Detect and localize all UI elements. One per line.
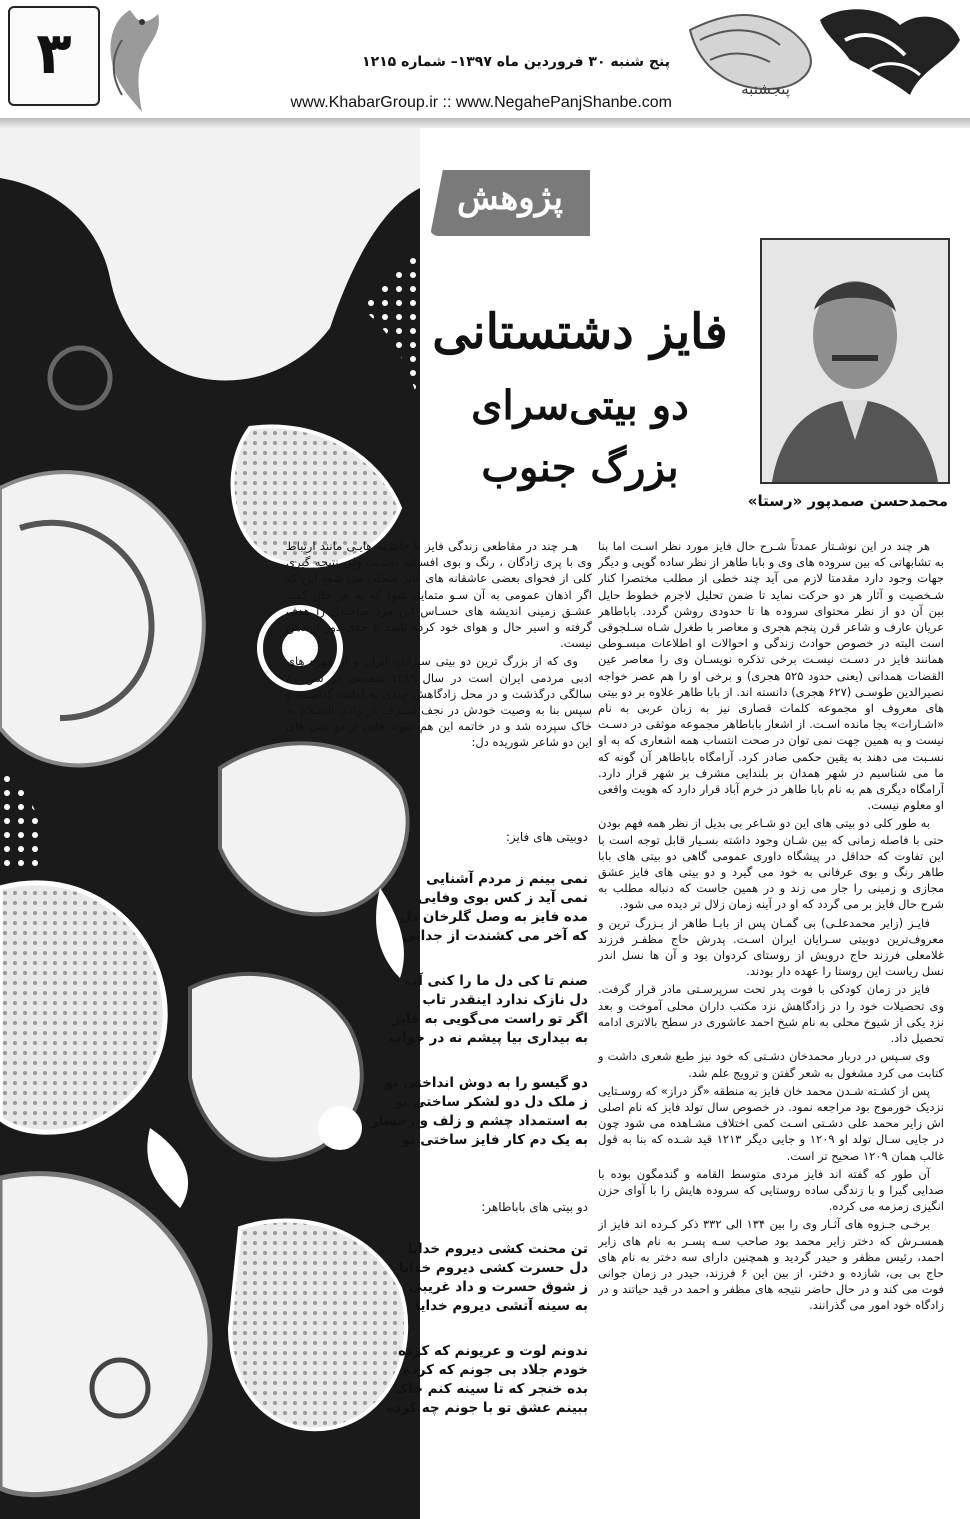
poem-line: دو گیسو را به دوش انداختی تو [384, 1075, 588, 1091]
poem-stanza [286, 870, 588, 946]
section-title: پژوهش [457, 178, 563, 218]
newspaper-logo [670, 0, 970, 118]
poem-line: ندونم لوت و عریونم که کرده [398, 1343, 588, 1359]
poem-line: دل نازک ندارد اینقدر تاب [422, 992, 588, 1008]
poem-line: ز ملک دل دو لشکر ساختی تو [394, 1094, 588, 1110]
poem-stanza [286, 1342, 588, 1418]
subheadline-1: دو بیتی‌سرای [471, 382, 689, 429]
poem-line: که آخر می کشندت از جدایی [401, 928, 588, 944]
paragraph: هر چند در این نوشـتار عمدتاً شـرح حال فایز مورد نظر اسـت اما بنا به تشابهاتی که بین سروده های وی و بابا طاهر از نظر ساده گویی و دیگر جهات وجود دارد مقدمتا لازم می آید چند خطی از مطلب مختصرا کنار شـخصیت و آثار هر دو حرکت نماید تا ضمن تحلیل لاجرم خطوط حایل بین آن دو از نظر محتوای سروده ها تا حدودی روشن گردد. باباطاهر عریان عارف و شاعر قرن پنجم هجری و معاصر با طغرل شـاه سـلجوقی است البته در خصوص حوادث زندگی و احوالات او اطلاعات مبسـوطی همانند فایز در دسـت نیسـت برخی تذکره نویسـان وی را معاصر عین القضات همدانی (یعنی حدود ۵۲۵ هجری) و برخی او را هم عصر خواجه نصیرالدین طوسـی (۶۲۷ هجری) دانسته اند. از بابا طاهر علاوه بر دو بیتی های معروف او مجموعه کلمات قصاری نیز به زبان عربی به نام «اشـارات» بجا مانده اسـت. از اشعار باباطاهر مجموعه موثقی در دسـت نیست و به همین جهت نمی توان در صحت انتساب همه اشعاری که به او نسـبت می دهند به یقین حکمی صادر کرد. آرامگاه باباطاهر آن گونه که ما می شناسیم در شهر همدان بر بلندایی مشرف بر شهر قرار دارد. آرامگاه دیگری هم به نام بابا طاهر در خرم آباد قرار دارد که هویت واقعی او معلوم نیست. [598, 539, 944, 813]
paragraph: فایز در زمان کودکی با فوت پدر تحت سرپرسـتی مادر قرار گرفت. وی تحصیلات خود را در زادگاهش نزد مکتب داران محلی آموخت و بعد نزد یکی از شیوخ محلی به نام شیخ احمد عاشوری در سطح بالاتری ادامه تحصیل داد. [598, 982, 944, 1046]
author-photo [760, 238, 950, 484]
issue-date: پنج شنبه ۳۰ فروردین ماه ۱۳۹۷– شماره ۱۲۱۵ [362, 54, 670, 70]
logo-subtitle: پنجشنبه [741, 80, 790, 98]
paragraph: فایـز (زایر محمدعلـی) بی گمـان پس از بابـا طاهر از بـزرگ ترین و معروف‌ترین دوبیتی سـرایان ایران اسـت. پدرش حاج مظفـر فرزند غلامعلی فرزند حاج درویش از روستای کردوان بود و آن ها نسل اندر نسل ریاست این روستا را عهده دار بودند. [598, 915, 944, 979]
poem-stanza [286, 1240, 588, 1316]
faez-poems-heading: دوبیتی های فایز: [505, 830, 588, 844]
poem-stanza [286, 1074, 588, 1150]
paragraph: به طور کلی دو بیتی های این دو شـاعر بی بدیل از نظر همه فهم بودن حتی با فاصله زمانی که بین شـان وجود داشته بسـیار قابل توجه است با این تفاوت که حداقل در پیشگاه داوری عمومی گاهی دو بیتی های بابا طاهر رنگ و بوی عرفانی به خود می گیرد و دو بیتی های فایز عشق مجازی و زمینی را جار می زند و در همین جاست که دنباله مطلب به شرح حال فایز بر می گردد که او در آینه زمان زلال تر دیده می شود. [598, 816, 944, 912]
phoenix-ornament-icon [92, 0, 168, 118]
poem-line: تن محنت کشی دیروم خدایا [407, 1241, 588, 1257]
paragraph: برخـی جـزوه های آثـار وی را بین ۱۳۴ الی ۳۳۲ ذکر کـرده اند فایز از همسـرش که دختر زایر محمد بود صاحب سـه پسـر به نام های زایر احمد، رئیس مظفر و حیدر گردید و همچنین دارای سه دختر به نام های حاج بی بی، شازده و دختر، از بین این ۶ فرزند، حیدر در زمان جوانی فوت می کند و در حال حاضر نتیجه های مظفر و احمد در قید حیاتند و در زادگاه خود امور می گذرانند. [598, 1217, 944, 1313]
article-column-left [286, 538, 592, 768]
poem-line: اگر تو راست می‌گویی به فایز [392, 1011, 588, 1027]
poem-line: به بیداری بیا پیشم نه در خواب [388, 1030, 588, 1046]
subheadline-2: بزرگ جنوب [481, 444, 679, 491]
poem-line: مده فایز به وصل گلرخان دل [399, 909, 588, 925]
poem-line: دل حسرت کشی دیروم خدایا [398, 1260, 588, 1276]
paragraph: وی که از بزرگ ترین دو بیتی سـرایان ایران و از چهره های ادبی مردمی ایران است در سال ۱۲۸۹ شمسی در سن ۸۰ سالگی درگذشت و در محل زادگاهش چندی به امانت گذاشـته و سپس بنا به وصیت خودش در نجف اشـرف در وادی السـلام به خاک سپرده شد و در خاتمه این هم نمونه هایی از دو بیتی های این دو شاعر شوریده دل: [286, 654, 592, 750]
header-divider [0, 118, 970, 128]
paragraph: وی سـپس در دربار محمدخان دشـتی که خود نیز طبع شعری داشت و کتابت می کرد مشغول به شعر گفتن و ترویج علم شد. [598, 1049, 944, 1080]
poem-line: به استمداد چشم و زلف و رخسار [370, 1113, 588, 1129]
poem-line: به سینه آتشی دیروم خدایا [415, 1298, 588, 1314]
headline: فایز دشتستانی [432, 304, 728, 360]
author-name: محمدحسن صمدپور «رستا» [747, 492, 948, 510]
poem-line: خودم جلاد بی جونم که کرده [402, 1362, 588, 1378]
babataher-poems-heading: دو بیتی های باباطاهر: [481, 1200, 588, 1214]
poem-line: نمی آید ز کس بوی وفایی [417, 890, 588, 906]
poem-line: ز شوق حسرت و داد غریبی [408, 1279, 588, 1295]
page-number: ۳ [8, 6, 100, 106]
poem-line: به یک دم کار فایز ساختی تو [401, 1132, 588, 1148]
paragraph: پس از کشـته شـدن محمد خان فایز به منطقه «گز دراز» که روسـتایی نزدیک خورموج بود مراجعه نمود. در خصوص سال تولد فایز که نام اصلی اش زایر محمد علی دشـتی اسـت کمی اختلاف مشـاهده می شود چون در جایی سـال تولد او ۱۲۰۹ و جایی دیگر ۱۲۱۳ قید شـده که بنا به قول غالب همان ۱۲۰۹ صحیح تر است. [598, 1083, 944, 1163]
poem-line: صنم تا کی دل ما را کنی آب [404, 973, 588, 989]
poem-stanza [286, 972, 588, 1048]
poem-line: نمی بینم ز مردم آشنایی [426, 871, 588, 887]
paragraph: هـر چند در مقاطعی زندگی فایز با حاشـیه هایـی مانند ارتباط وی با پری زادگان ، رنگ و بوی افسـانه داشـت ولی نتیجه گیری کلی از فحوای بعضی عاشقانه های فایز متجلی می شود این که اگر اذهان عمومی به آن سـو متمایل شود که به هر حال کمند عشـق زمینی اندیشه های حسـاس این مرد صاحبدل را هدف گرفته و اسیر حال و هوای خود کرده باشد تا حدی دور از ذهن نیست. [286, 539, 592, 651]
poem-line: ببینم عشق تو با جونم چه کرده [385, 1400, 588, 1416]
website-urls[interactable]: www.KhabarGroup.ir :: www.NegahePanjShanbe.com [290, 94, 672, 111]
article-column-right [598, 538, 944, 1498]
poem-line: بده خنجر که تا سینه کنم چاک [394, 1381, 588, 1397]
paragraph: آن طور که گفته اند فایز مردی متوسط القامه و گندمگون بوده با صدایی گیرا و با زندگی ساده روستایی که سروده هایش را با آوای حزن انگیزی زمزمه می کرده. [598, 1166, 944, 1214]
